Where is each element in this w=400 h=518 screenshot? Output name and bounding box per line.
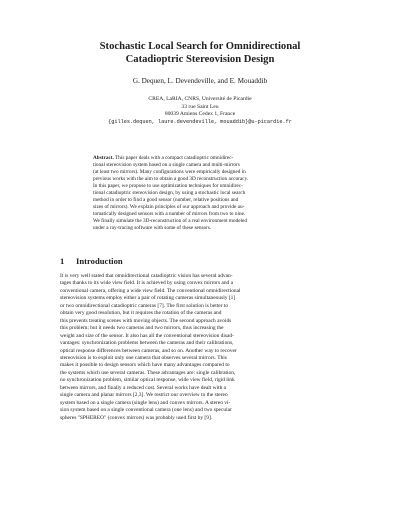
intro-line: It is very well stated that omnidirectional catadioptric vision has several advan- xyxy=(60,273,233,279)
abstract-line: tomatically designed sensors with a number of mirrors from two to nine. xyxy=(93,211,246,218)
abstract-line: method in order to find a good sensor (number, relative positions and xyxy=(93,197,239,204)
paper-abstract xyxy=(93,155,307,233)
affiliation-emails: {gilles.dequen, laure.devendeville, mouaddib}@u-picardie.fr xyxy=(108,118,292,125)
intro-line: stereovision is to exploit only one camera that observes several mirrors. This xyxy=(60,354,227,361)
abstract-line: (at least two mirrors). Many configurations were empirically designed in xyxy=(93,169,246,176)
introduction-body xyxy=(60,273,341,422)
intro-line: obtain very good resolution, but it requires the rotation of the cameras and xyxy=(60,310,222,317)
abstract-line: We finally simulate the 3D-reconstruction of a real environment modeled xyxy=(93,218,247,225)
abstract-label: Abstract. xyxy=(93,155,114,161)
abstract-line: tional catadioptric stereovision design, by using a stochastic local search xyxy=(93,190,246,197)
intro-line: sion system based on a single conventional camera (one lens) and two specular xyxy=(60,407,232,414)
intro-line: this problem; but it needs two cameras and two mirrors, thus increasing the xyxy=(60,325,224,332)
intro-line: conventional camera, offering a wide view field. The conventional omnidirectional xyxy=(60,287,241,294)
intro-line: or two omnidirectional catadioptric cameras [7]. The first solution is better to xyxy=(60,302,229,309)
abstract-line: sizes of mirrors). We explain principles of our approach and provide au- xyxy=(93,204,245,211)
abstract-line: under a ray-tracing software with some of these sensors. xyxy=(93,225,212,232)
intro-line: no synchronization problem, similar optical response, wide view field, rigid link xyxy=(60,377,235,384)
intro-line: single camera and planar mirrors [2,3]. We restrict our overview to the stereo xyxy=(60,392,228,399)
intro-line: this prevents treating scenes with moving objects. The second approach avoids xyxy=(60,317,232,324)
intro-line: makes it possible to design sensors which have many advantages compared to xyxy=(60,362,230,369)
intro-line: system based on a single camera (single lens) and convex mirrors. A stereo vi- xyxy=(60,399,231,406)
abstract-line: In this paper, we propose to use optimization techniques for omnidirec- xyxy=(93,183,243,190)
intro-line: between mirrors, and finally a reduced cost. Several works have dealt with a xyxy=(60,384,227,391)
intro-line: tages thanks to its wide view field. It is achieved by using convex mirrors and a xyxy=(60,280,234,287)
intro-line: stereovision systems employ either a pair of rotating cameras simultaneously [1] xyxy=(60,295,236,302)
section-number: 1 xyxy=(60,256,65,266)
abstract-first-line xyxy=(93,155,307,162)
intro-line: optical response differences between cameras, and so on. Another way to recover xyxy=(60,347,237,354)
intro-line: weight and size of the sensor. It also has all the conventional stereovision disad- xyxy=(60,332,234,339)
intro-line: spheres "SPHEREO" (convex mirrors) was probably used first by [9]. xyxy=(60,414,213,421)
intro-line: vantages: synchronization problems between the cameras and their calibrations, xyxy=(60,340,234,347)
paper-title: Stochastic Local Search for Omnidirectional Catadioptric Stereovision Design xyxy=(99,41,301,65)
abstract-line: previous works with the aim to obtain a good 3D reconstruction accuracy. xyxy=(93,176,249,183)
paper-authors: G. Dequen, L. Devendeville, and E. Mouaddib xyxy=(132,77,268,85)
abstract-line: This paper deals with a compact catadioptric omnidirec- xyxy=(115,155,234,161)
affiliation-line: 33 rue Saint Leu xyxy=(181,103,219,110)
paper-affiliation xyxy=(60,96,340,126)
affiliation-line: 80039 Amiens Cedex 1, France xyxy=(164,111,236,118)
section-title: Introduction xyxy=(76,256,123,266)
affiliation-line: CREA, LaRIA, CNRS, Université de Picardie xyxy=(148,96,252,102)
intro-line: the systems which use several cameras. These advantages are: single calibration, xyxy=(60,369,236,376)
abstract-line: tional stereovision system based on a single camera and multi-mirrors xyxy=(93,162,240,169)
section-heading-introduction xyxy=(60,256,340,266)
